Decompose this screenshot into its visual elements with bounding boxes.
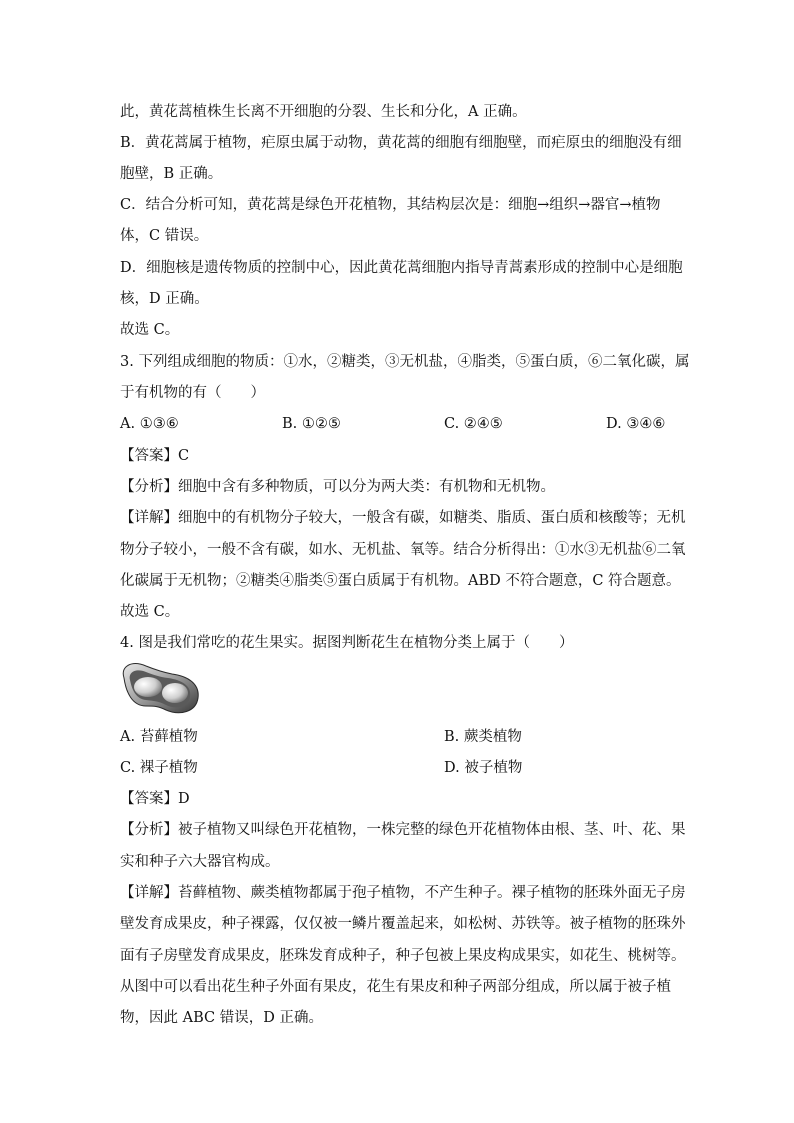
text-line: 化碳属于无机物；②糖类④脂类⑤蛋白质属于有机物。ABD 不符合题意，C 符合题意。 [120,573,681,589]
text-line: 核，D 正确。 [120,291,209,307]
answer-label: 【答案】D [120,791,190,807]
option-d: D. 被子植物 [444,760,523,776]
text-line: 物，因此 ABC 错误，D 正确。 [120,1010,323,1026]
option-a: A. 苔藓植物 [120,729,198,745]
option-c: C. 裸子植物 [120,760,198,776]
text-line: 壁发育成果皮，种子裸露，仅仅被一鳞片覆盖起来，如松树、苏铁等。被子植物的胚珠外 [120,916,686,932]
question-4: 4. 图是我们常吃的花生果实。据图判断花生在植物分类上属于（ ） [120,635,574,651]
text-line: B．黄花蒿属于植物，疟原虫属于动物，黄花蒿的细胞有细胞壁，而疟原虫的细胞没有细 [120,135,682,151]
answer-label: 【答案】C [120,448,190,464]
text-line: C．结合分析可知，黄花蒿是绿色开花植物，其结构层次是：细胞→组织→器官→植物 [120,197,661,213]
text-line: D．细胞核是遗传物质的控制中心，因此黄花蒿细胞内指导青蒿素形成的控制中心是细胞 [120,260,683,276]
option-b: B. ①②⑤ [282,416,341,432]
text-line: 胞壁，B 正确。 [120,166,223,182]
explanation-text: 【详解】苔藓植物、蕨类植物都属于孢子植物，不产生种子。裸子植物的胚珠外面无子房 [120,885,686,901]
text-line: 面有子房壁发育成果皮，胚珠发育成种子，种子包被上果皮构成果实，如花生、桃树等。 [120,948,686,964]
analysis-text: 【分析】细胞中含有多种物质，可以分为两大类：有机物和无机物。 [120,479,555,495]
text-line: 从图中可以看出花生种子外面有果皮，花生有果皮和种子两部分组成，所以属于被子植 [120,979,671,995]
text-line: 此，黄花蒿植株生长离不开细胞的分裂、生长和分化，A 正确。 [120,104,527,120]
peanut-image [118,660,202,718]
option-c: C. ②④⑤ [444,416,503,432]
option-b: B. 蕨类植物 [444,729,522,745]
text-line: 体，C 错误。 [120,228,209,244]
explanation-text: 【详解】细胞中的有机物分子较大，一般含有碳，如糖类、脂质、蛋白质和核酸等；无机 [120,510,686,526]
text-line: 故选 C。 [120,322,180,338]
analysis-text: 【分析】被子植物又叫绿色开花植物，一株完整的绿色开花植物体由根、茎、叶、花、果 [120,822,686,838]
question-3: 3. 下列组成细胞的物质：①水，②糖类，③无机盐，④脂类，⑤蛋白质，⑥二氧化碳，属 [120,354,690,370]
text-line: 故选 C。 [120,604,180,620]
option-a: A. ①③⑥ [120,416,179,432]
text-line: 于有机物的有（ ） [120,385,265,401]
text-line: 实和种子六大器官构成。 [120,854,280,870]
option-d: D. ③④⑥ [606,416,666,432]
text-line: 物分子较小，一般不含有碳，如水、无机盐、氧等。结合分析得出：①水③无机盐⑥二氧 [120,542,686,558]
